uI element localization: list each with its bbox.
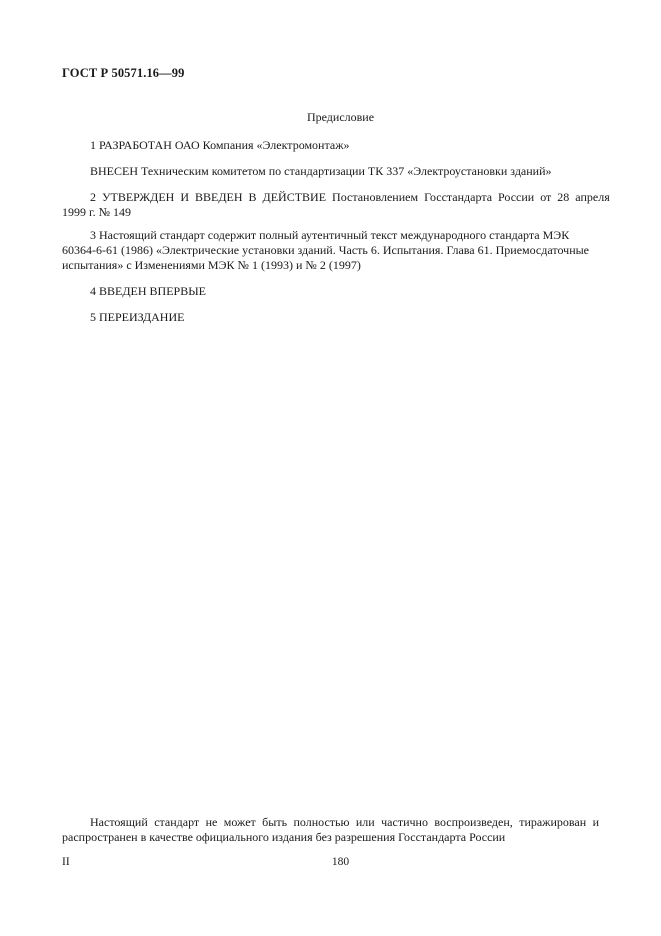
paragraph-line: 60364-6-61 (1986) «Электрические установки зданий. Часть 6. Испытания. Глава 61. Приемосдаточные: [62, 243, 589, 257]
paragraph-line: 5 ПЕРЕИЗДАНИЕ: [90, 310, 185, 324]
roman-page-number: II: [62, 856, 70, 868]
paragraph-line: 4 ВВЕДЕН ВПЕРВЫЕ: [90, 284, 206, 298]
paragraph-reissue: [62, 310, 599, 325]
paragraph-line: 2 УТВЕРЖДЕН И ВВЕДЕН В ДЕЙСТВИЕ Постановлением Госстандарта России от 28 апреля: [90, 190, 610, 204]
paragraph-approved: [62, 190, 610, 220]
notice-line: распространен в качестве официального издания без разрешения Госстандарта России: [62, 830, 506, 844]
paragraph-line: 3 Настоящий стандарт содержит полный аутентичный текст международного стандарта МЭК: [90, 228, 570, 242]
paragraph-line: 1999 г. № 149: [62, 205, 132, 219]
notice-line: Настоящий стандарт не может быть полностью или частично воспроизведен, тиражирован и: [90, 815, 599, 829]
section-title-text: Предисловие: [306, 110, 375, 124]
paragraph-line: ВНЕСЕН Техническим комитетом по стандартизации ТК 337 «Электроустановки зданий»: [90, 164, 552, 178]
paragraph-introduced-by: [62, 164, 599, 179]
paragraph-content-note: [62, 228, 599, 273]
section-title: [0, 110, 661, 125]
page-number: [0, 856, 661, 868]
page-number-text: 180: [331, 856, 350, 868]
paragraph-developed-by: [62, 138, 599, 153]
paragraph-first-introduced: [62, 284, 599, 299]
copyright-notice: [62, 815, 599, 845]
document-id: ГОСТ Р 50571.16—99: [62, 66, 185, 80]
paragraph-line: испытания» с Изменениями МЭК № 1 (1993) и № 2 (1997): [62, 258, 361, 272]
paragraph-line: 1 РАЗРАБОТАН ОАО Компания «Электромонтаж»: [90, 138, 350, 152]
